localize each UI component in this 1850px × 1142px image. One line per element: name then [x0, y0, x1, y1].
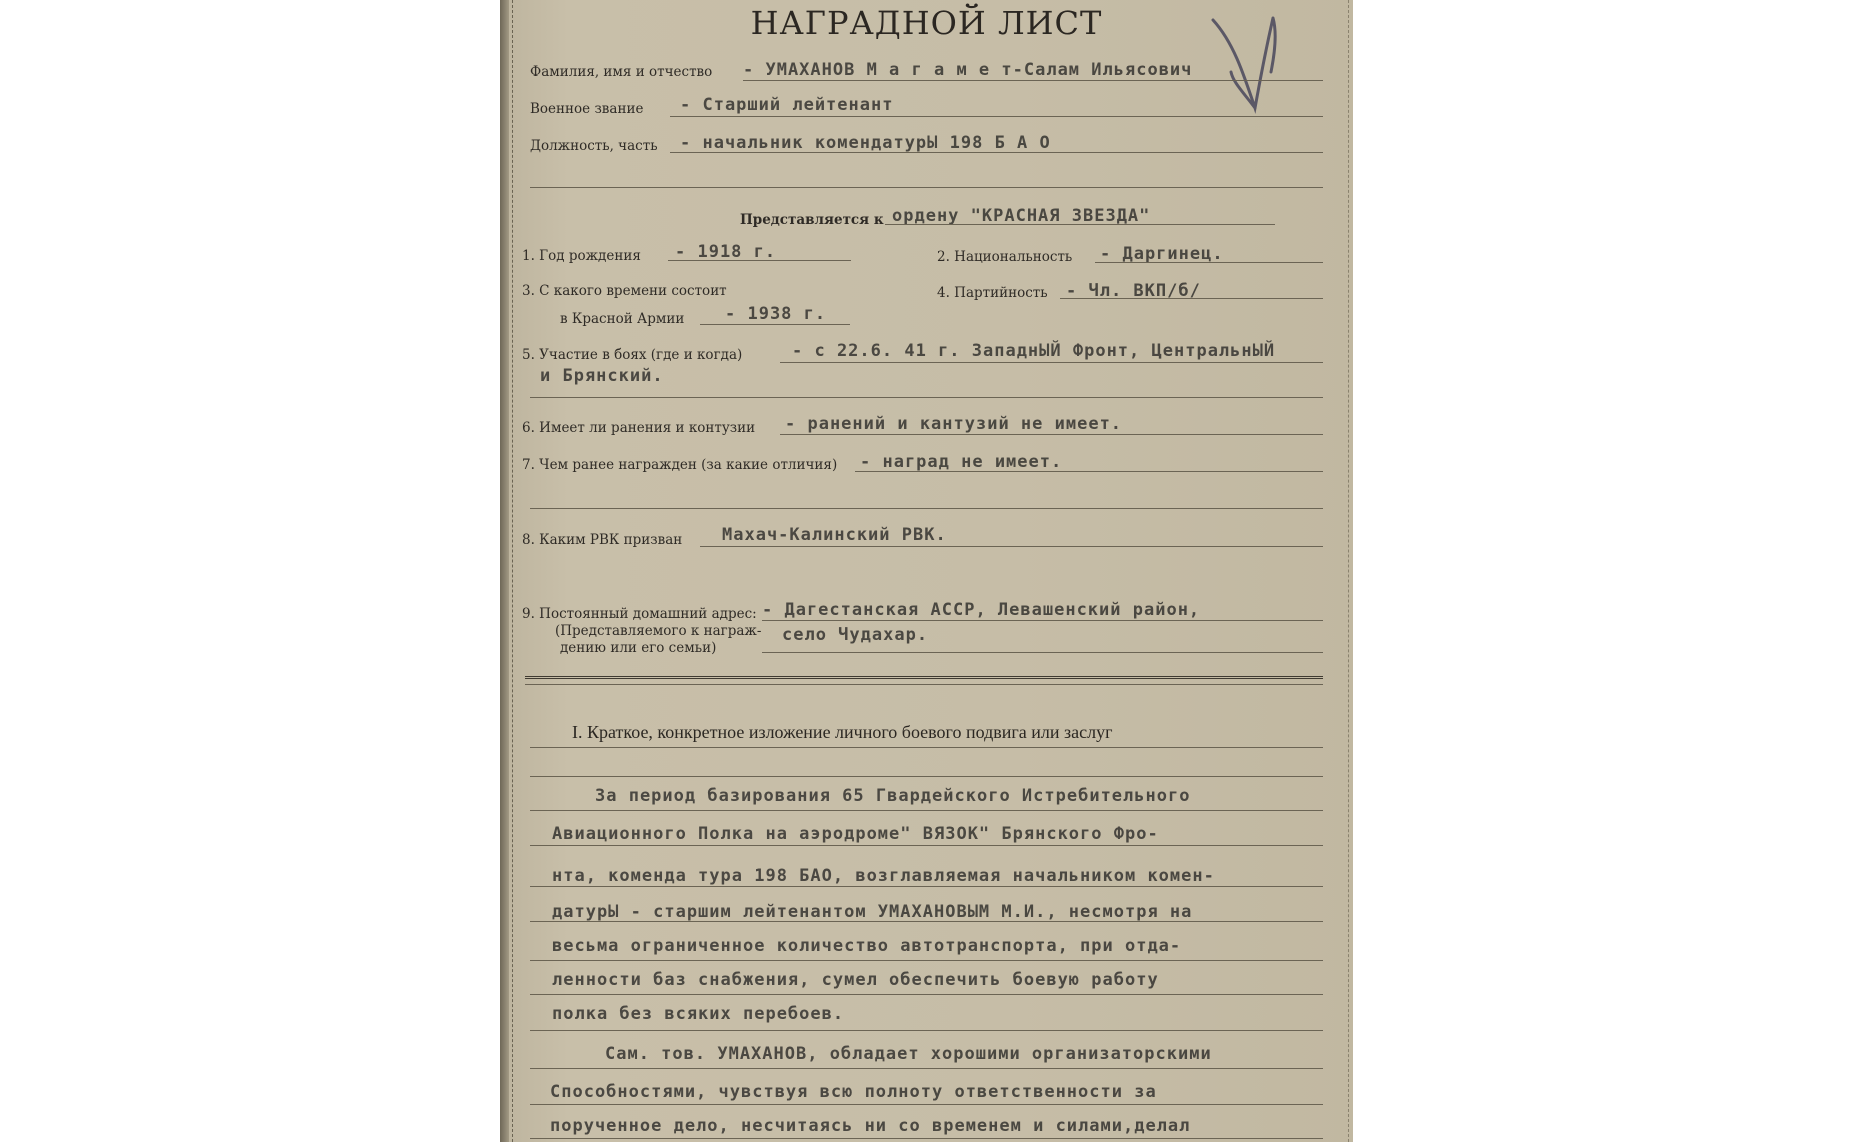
narrative-line: нта, коменда тура 198 БАО, возглавляемая начальником комен- — [552, 866, 1215, 886]
rule — [885, 224, 1275, 225]
rule — [530, 1068, 1323, 1069]
birth-value: - 1918 г. — [675, 242, 777, 262]
rule — [530, 960, 1323, 961]
narrative-line: весьма ограниченное количество автотранспорта, при отда- — [552, 936, 1182, 956]
address-label-3: дению или его семьи) — [560, 640, 717, 656]
rule — [762, 652, 1323, 653]
awards-label: 7. Чем ранее награжден (за какие отличия) — [522, 457, 838, 473]
award-sheet — [500, 0, 1353, 1142]
army-since-value: - 1938 г. — [725, 304, 827, 324]
rule — [700, 324, 850, 325]
army-since-label-2: в Красной Армии — [560, 311, 685, 327]
presented-value: ордену "КРАСНАЯ ЗВЕЗДА" — [892, 206, 1151, 226]
birth-label: 1. Год рождения — [522, 248, 641, 264]
nationality-value: - Даргинец. — [1100, 244, 1224, 264]
rule — [855, 471, 1323, 472]
rule — [530, 747, 1323, 748]
rule — [530, 397, 1323, 398]
rule — [530, 886, 1323, 887]
handwritten-mark-icon — [1203, 12, 1283, 122]
rule — [1095, 262, 1323, 263]
rule — [700, 546, 1323, 547]
narrative-line: Способностями, чувствуя всю полноту ответственности за — [550, 1082, 1157, 1102]
rule — [780, 434, 1323, 435]
narrative-line: За период базирования 65 Гвардейского Истребительного — [595, 786, 1191, 806]
rule — [1060, 298, 1323, 299]
army-since-label-1: 3. С какого времени состоит — [522, 283, 727, 299]
rule — [530, 921, 1323, 922]
address-value-2: село Чудахар. — [782, 625, 929, 645]
rank-label: Военное звание — [530, 101, 644, 117]
battles-value-1: - с 22.6. 41 г. ЗападнЫЙ Фронт, ЦентральнЫЙ — [792, 341, 1276, 361]
rule — [530, 187, 1323, 188]
rvk-value: Махач-Калинский РВК. — [722, 525, 947, 545]
address-value-1: - Дагестанская АССР, Левашенский район, — [762, 600, 1201, 620]
narrative-line: Сам. тов. УМАХАНОВ, обладает хорошими организаторскими — [605, 1044, 1212, 1064]
battles-label: 5. Участие в боях (где и когда) — [522, 347, 743, 363]
rule — [530, 508, 1323, 509]
position-label: Должность, часть — [530, 138, 658, 154]
rule — [530, 1104, 1323, 1105]
rule — [530, 776, 1323, 777]
nationality-label: 2. Национальность — [937, 249, 1073, 265]
party-label: 4. Партийность — [937, 285, 1048, 301]
awards-value: - наград не имеет. — [860, 452, 1063, 472]
rule — [530, 994, 1323, 995]
rule — [530, 1138, 1323, 1139]
narrative-line: Авиационного Полка на аэродроме" ВЯЗОК" Брянского Фро- — [552, 824, 1159, 844]
name-value: - УМАХАНОВ М а г а м е т-Салам Ильясович — [743, 60, 1193, 80]
party-value: - Чл. ВКП/б/ — [1066, 281, 1201, 301]
document-title: НАГРАДНОЙ ЛИСТ — [750, 4, 1103, 42]
wounds-label: 6. Имеет ли ранения и контузии — [522, 420, 756, 436]
name-label: Фамилия, имя и отчество — [530, 64, 713, 80]
rule — [780, 362, 1323, 363]
narrative-line: датурЫ - старшим лейтенантом УМАХАНОВЫМ М.И., несмотря на — [552, 902, 1193, 922]
narrative-line: порученное дело, несчитаясь ни со временем и силами,делал — [550, 1116, 1191, 1136]
rvk-label: 8. Каким РВК призван — [522, 532, 683, 548]
double-rule — [525, 676, 1323, 679]
rule — [743, 80, 1323, 81]
rule — [670, 116, 1323, 117]
position-value: - начальник комендатурЫ 198 Б А О — [680, 133, 1051, 153]
rule — [670, 152, 1323, 153]
narrative-line: ленности баз снабжения, сумел обеспечить боевую работу — [552, 970, 1159, 990]
rank-value: - Старший лейтенант — [680, 95, 894, 115]
address-label-2: (Представляемого к награж- — [555, 623, 762, 639]
section-title: I. Краткое, конкретное изложение личного боевого подвига или заслуг — [572, 722, 1113, 742]
narrative-line: полка без всяких перебоев. — [552, 1004, 845, 1024]
rule — [668, 260, 851, 261]
presented-label: Представляется к — [740, 212, 884, 228]
perforated-edge — [1346, 0, 1349, 1142]
rule — [530, 810, 1323, 811]
rule — [530, 845, 1323, 846]
wounds-value: - ранений и кантузий не имеет. — [785, 414, 1123, 434]
rule — [762, 620, 1323, 621]
battles-value-2: и Брянский. — [540, 366, 664, 386]
rule — [525, 684, 1323, 685]
address-label-1: 9. Постоянный домашний адрес: — [522, 606, 757, 622]
rule — [530, 1030, 1323, 1031]
